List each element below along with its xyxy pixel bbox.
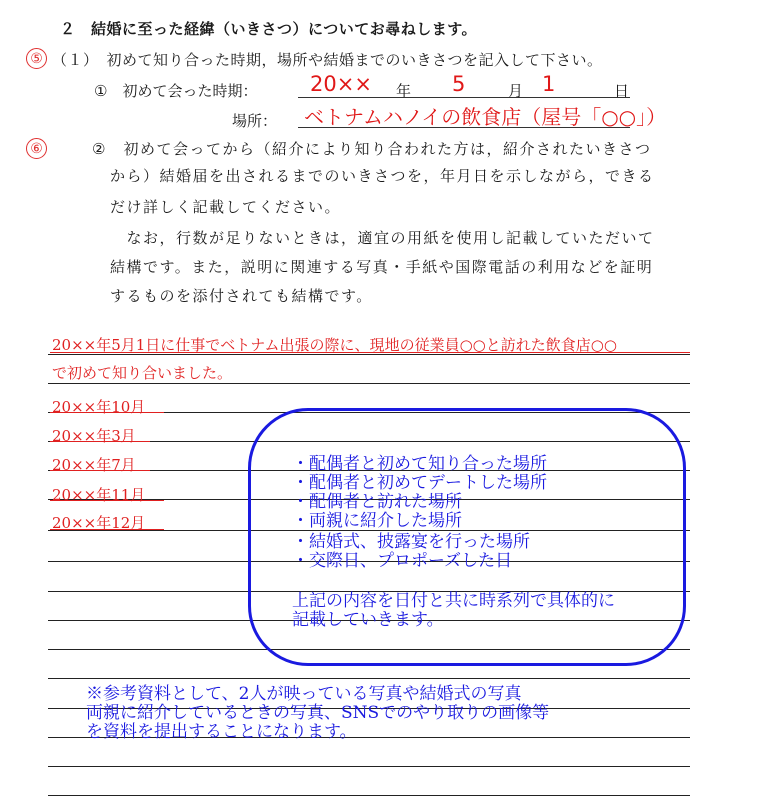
answer-first-meeting-line-2: で初めて知り合いました。: [52, 364, 233, 382]
question-2-line-3: だけ詳しく記載してください。: [110, 198, 342, 216]
red-underline: [50, 441, 150, 442]
answer-date-5: 20××年12月: [52, 514, 146, 532]
annotation-bullet-3: ・配偶者と訪れた場所: [292, 492, 462, 512]
place-label: 場所：: [232, 112, 278, 130]
month-value[interactable]: 5: [452, 72, 466, 96]
red-underline: [50, 500, 164, 501]
annotation-bullet-4: ・両親に紹介した場所: [292, 511, 462, 531]
place-value[interactable]: ベトナムハノイの飲食店（屋号「○○」）: [304, 105, 667, 129]
question-2-line-5: 結構です。また，説明に関連する写真・手紙や国際電話の利用などを証明: [110, 258, 654, 276]
annotation-bullet-2: ・配偶者と初めてデートした場所: [292, 473, 547, 493]
date-underline: [298, 97, 630, 98]
day-unit: 日: [614, 82, 630, 100]
answer-rule: [48, 383, 690, 384]
place-underline: [298, 127, 630, 128]
month-unit: 月: [508, 82, 524, 100]
answer-rule: [48, 678, 690, 679]
marker-5: ⑤: [26, 48, 47, 69]
reference-note-line-1: ※参考資料として、2人が映っている写真や結婚式の写真: [86, 684, 522, 704]
red-underline: [50, 412, 164, 413]
answer-date-3: 20××年7月: [52, 456, 136, 474]
annotation-bullet-6: ・交際日、プロポーズした日: [292, 551, 513, 571]
reference-note-line-3: を資料を提出することになります。: [86, 722, 357, 742]
first-meeting-label: ① 初めて会った時期：: [94, 82, 258, 100]
answer-date-2: 20××年3月: [52, 427, 136, 445]
year-value[interactable]: 20××: [310, 72, 372, 96]
annotation-note-line-2: 記載していきます。: [292, 610, 444, 630]
answer-first-meeting-line-1: 20××年5月1日に仕事でベトナム出張の際に、現地の従業員○○と訪れた飲食店○○: [52, 336, 617, 354]
annotation-bullet-5: ・結婚式、披露宴を行った場所: [292, 532, 530, 552]
marker-6: ⑥: [26, 138, 47, 159]
day-value[interactable]: 1: [542, 72, 556, 96]
question-2-line-2: から）結婚届を出されるまでのいきさつを，年月日を示しながら，できる: [110, 167, 655, 185]
reference-note-line-2: 両親に紹介しているときの写真、SNSでのやり取りの画像等: [86, 703, 550, 723]
question-2-line-1: ② 初めて会ってから（紹介により知り合われた方は，紹介されたいきさつ: [92, 140, 652, 158]
answer-date-1: 20××年10月: [52, 398, 146, 416]
red-underline: [50, 470, 150, 471]
answer-date-4: 20××年11月: [52, 486, 146, 504]
year-unit: 年: [396, 82, 412, 100]
question-2-line-4: なお，行数が足りないときは，適宜の用紙を使用し記載していただいて: [110, 229, 655, 247]
red-underline: [50, 352, 690, 353]
answer-rule: [48, 766, 690, 767]
red-underline: [50, 529, 164, 530]
question-1-text: （１） 初めて知り合った時期，場所や結婚までのいきさつを記入して下さい。: [52, 51, 603, 69]
annotation-bullet-1: ・配偶者と初めて知り合った場所: [292, 454, 547, 474]
answer-rule: [48, 795, 690, 796]
section-heading: ２ 結婚に至った経緯（いきさつ）についてお尋ねします。: [60, 20, 478, 38]
annotation-note-line-1: 上記の内容を日付と共に時系列で具体的に: [292, 591, 615, 611]
question-2-line-6: するものを添付されても結構です。: [110, 287, 373, 305]
